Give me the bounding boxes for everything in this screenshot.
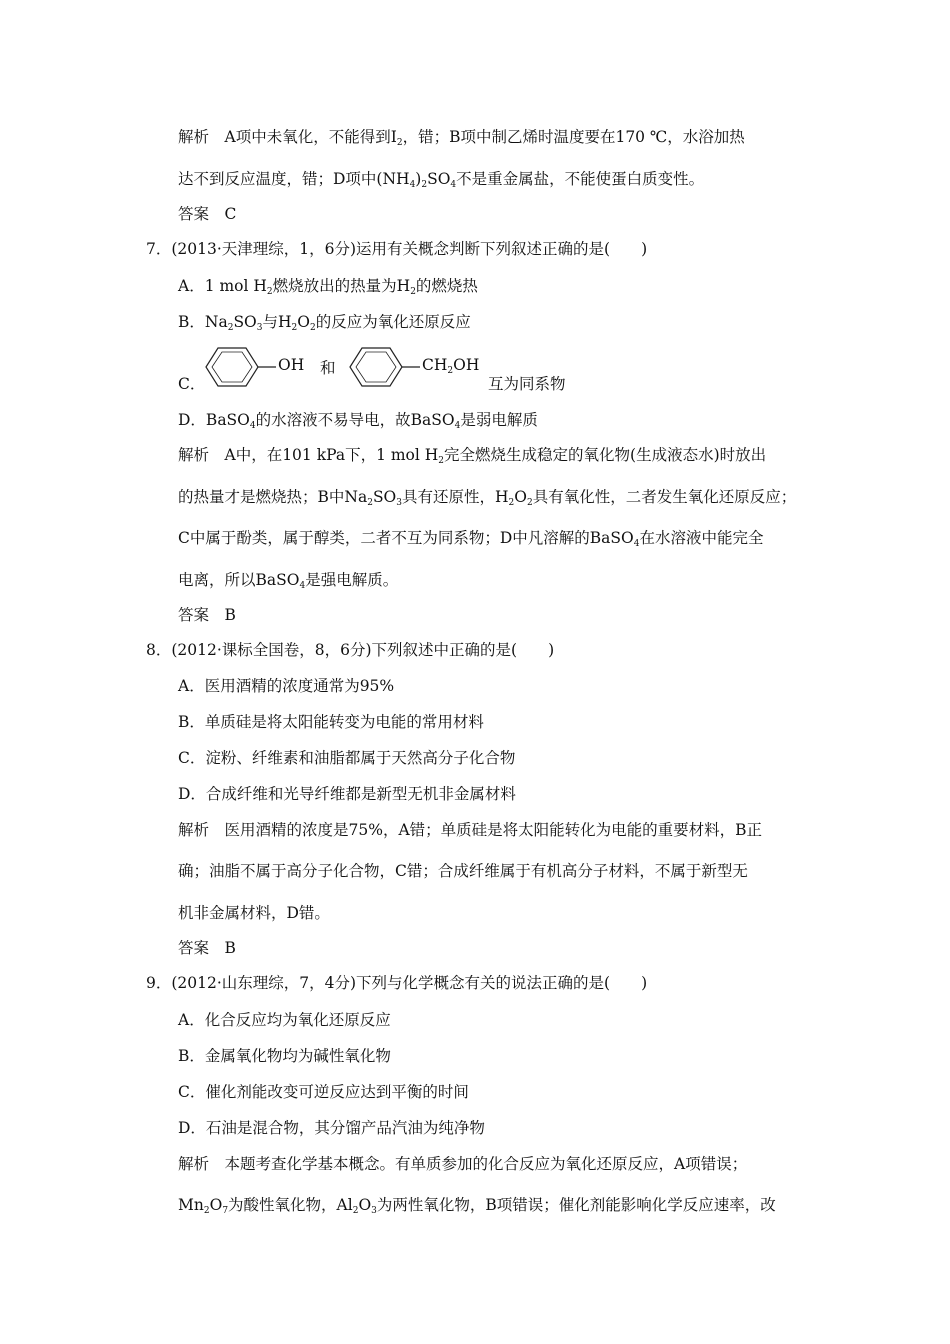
phenol-oh: OH [278, 356, 305, 374]
q6-analysis-line-2: 达不到反应温度，错；D项中$(NH_4)_2SO_4$不是重金属盐，不能使蛋白质变性。 [178, 170, 705, 190]
q7-answer: 答案 B [178, 606, 236, 624]
q7-option-c-tail: 互为同系物 [488, 375, 566, 393]
q8-option-d: D．合成纤维和光导纤维都是新型无机非金属材料 [178, 785, 516, 803]
q8-analysis-line-1: 解析 医用酒精的浓度是75%，A错；单质硅是将太阳能转化为电能的重要材料，B正 [178, 821, 763, 839]
q9-stem: 9．(2012·山东理综，7，4分)下列与化学概念有关的说法正确的是( ) [146, 974, 648, 992]
q8-option-c: C．淀粉、纤维素和油脂都属于天然高分子化合物 [178, 749, 516, 767]
q9-option-a: A．化合反应均为氧化还原反应 [178, 1011, 391, 1029]
structure-formulas [178, 342, 638, 392]
q7-analysis-line-1: 解析 A中，在101 kPa下，1 mol $H_2$完全燃烧生成稳定的氧化物(生成液态水)时放出 [178, 446, 767, 466]
q8-option-a: A．医用酒精的浓度通常为95% [178, 677, 395, 695]
benzene-ring-phenol [206, 348, 258, 386]
q7-analysis-line-3: C中属于酚类，属于醇类，二者不互为同系物；D中凡溶解的BaSO$_4$在水溶液中能完全 [178, 529, 764, 549]
q8-analysis-line-2: 确；油脂不属于高分子化合物，C错；合成纤维属于有机高分子材料，不属于新型无 [178, 862, 748, 880]
q9-analysis-line-1: 解析 本题考查化学基本概念。有单质参加的化合反应为氧化还原反应，A项错误； [178, 1155, 748, 1173]
q9-analysis-line-2: $Mn_2O_7$为酸性氧化物，$Al_2O_3$为两性氧化物，B项错误；催化剂能影响化学反应速率，改 [178, 1196, 776, 1216]
q7-analysis-line-2: 的热量才是燃烧热；B中$Na_2SO_3$具有还原性，$H_2O_2$具有氧化性，二者发生氧化还原反应； [178, 488, 797, 508]
q7-option-a: A．1 mol $H_2$燃烧放出的热量为$H_2$的燃烧热 [178, 277, 478, 297]
q8-answer: 答案 B [178, 939, 236, 957]
q7-option-b: B．$Na_2SO_3$与$H_2O_2$的反应为氧化还原反应 [178, 313, 471, 333]
q9-option-d: D．石油是混合物，其分馏产品汽油为纯净物 [178, 1119, 485, 1137]
benzyl-ch2oh: $CH_2OH$ [422, 356, 480, 376]
q9-option-c: C．催化剂能改变可逆反应达到平衡的时间 [178, 1083, 469, 1101]
benzene-inner-benzyl [356, 352, 396, 382]
benzene-ring-benzyl [350, 348, 402, 386]
q7-option-c-label: C． [178, 375, 206, 393]
q7-analysis-line-4: 电离，所以BaSO$_4$是强电解质。 [178, 571, 399, 591]
q9-option-b: B．金属氧化物均为碱性氧化物 [178, 1047, 391, 1065]
q7-stem: 7．(2013·天津理综，1，6分)运用有关概念判断下列叙述正确的是( ) [146, 240, 648, 258]
q7-option-d: D．BaSO$_4$的水溶液不易导电，故BaSO$_4$是弱电解质 [178, 411, 538, 431]
benzene-inner-phenol [212, 352, 252, 382]
q6-analysis-line-1: 解析 A项中未氧化，不能得到$I_2$，错；B项中制乙烯时温度要在170 ℃，水浴加热 [178, 128, 745, 148]
q8-analysis-line-3: 机非金属材料，D错。 [178, 904, 330, 922]
q6-answer: 答案 C [178, 205, 237, 223]
and-text: 和 [320, 359, 336, 377]
q7-option-c [178, 342, 638, 392]
q8-stem: 8．(2012·课标全国卷，8，6分)下列叙述中正确的是( ) [146, 641, 555, 659]
q8-option-b: B．单质硅是将太阳能转变为电能的常用材料 [178, 713, 484, 731]
